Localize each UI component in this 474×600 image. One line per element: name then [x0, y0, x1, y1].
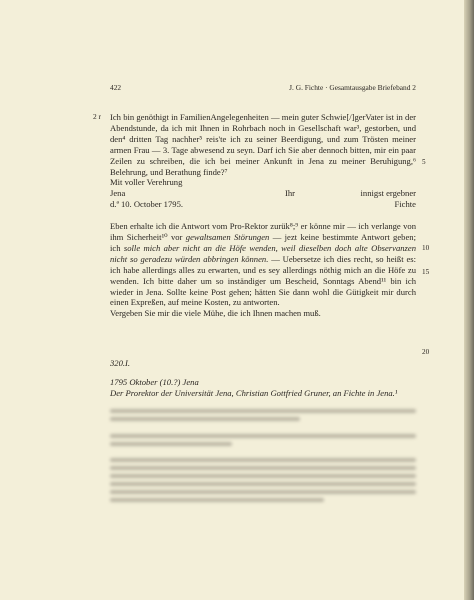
- line-number-15: 15: [422, 268, 430, 276]
- letter-closing: Mit voller Verehrung: [110, 177, 183, 188]
- line-number-10: 10: [422, 244, 430, 252]
- signature-line-2: [110, 199, 416, 210]
- sig-ihr: Ihr: [285, 188, 296, 199]
- p2-mid: — jezt keine bestimmte Antwort geben; ich: [110, 232, 416, 253]
- sig-ergebner: innigst ergebner: [360, 188, 416, 199]
- letter-paragraph-1: Ich bin genöthigt in FamilienAngelegenheiten — mein guter Schwie[/]gerVater ist in der Abendstunde, da ich mit Ihnen in Rohrbach noch in Gesellschaft war³, gestorben, und den⁴ dritten Tag nachher⁵ reis'te ich zu seiner Beerdigung, und zum Trösten meiner armen Frau — 3. Tage abwesend zu seyn. Darf ich Sie aber dennoch bitten, mir ein paar Zeilen zu schreiben, die ich bei meiner Ankunft in Jena zu meiner Beruhigung,⁶ Belehrung, und Berathung finde?⁷: [110, 112, 416, 177]
- source-mark: 2 r: [93, 112, 102, 121]
- letter-paragraph-2: [110, 221, 416, 308]
- sig-date: d.ª 10. October 1795.: [110, 199, 184, 210]
- line-number-5: 5: [422, 158, 426, 166]
- p2-emphasis-1: gewaltsamen Störungen: [185, 232, 270, 243]
- sig-name: Fichte: [394, 199, 416, 210]
- running-title: J. G. Fichte · Gesamtausgabe Briefeband 2: [289, 83, 416, 92]
- page-number: 422: [110, 83, 122, 92]
- sig-place: Jena: [110, 188, 126, 199]
- blurred-footnotes: [110, 454, 416, 506]
- blurred-apparatus-1: [110, 405, 416, 425]
- signature-line-1: [110, 188, 416, 199]
- running-header: [110, 83, 416, 95]
- p2-intro: Eben erhalte ich die Antwort vom Pro-Rektor zurük⁸;⁹ er könne mir — ich verlange von ihm Sicherheit¹⁰ vor: [110, 221, 416, 243]
- next-letter-heading: [110, 377, 416, 399]
- blurred-apparatus-2: [110, 430, 416, 450]
- next-letter-title: Der Prorektor der Universität Jena, Christian Gottfried Gruner, an Fichte in Jena.¹: [110, 387, 398, 398]
- line-number-20: 20: [422, 348, 430, 356]
- p2-rest: — Uebersetze ich dies recht, so heißt es: ich habe allerdings alles zu erwarten, und es sey allerdings nöthig mich an die Höfe zu wenden. Ich bitte daher um so inständiger um Bescheid, Sonntags Abend¹¹ bin ich wieder in Jena. Sollte keine Post gehen; hätten Sie dann wohl die Gütigkeit mir durch einen Expreßen, auf meine Kosten, zu antworten.: [110, 253, 416, 308]
- p2-emphasis-2: solle mich aber nicht an die Höfe wenden, weil dieselben doch alte Observanzen nicht so geradezu würden abbringen können.: [110, 242, 416, 264]
- letter-paragraph-3: Vergeben Sie mir die viele Mühe, die ich Ihnen machen muß.: [110, 308, 321, 319]
- next-letter-number: 320.I.: [110, 358, 131, 368]
- page-edge-shadow: [464, 0, 474, 600]
- next-letter-date: 1795 Oktober (10.?) Jena: [110, 377, 199, 387]
- letter-body: [110, 112, 416, 319]
